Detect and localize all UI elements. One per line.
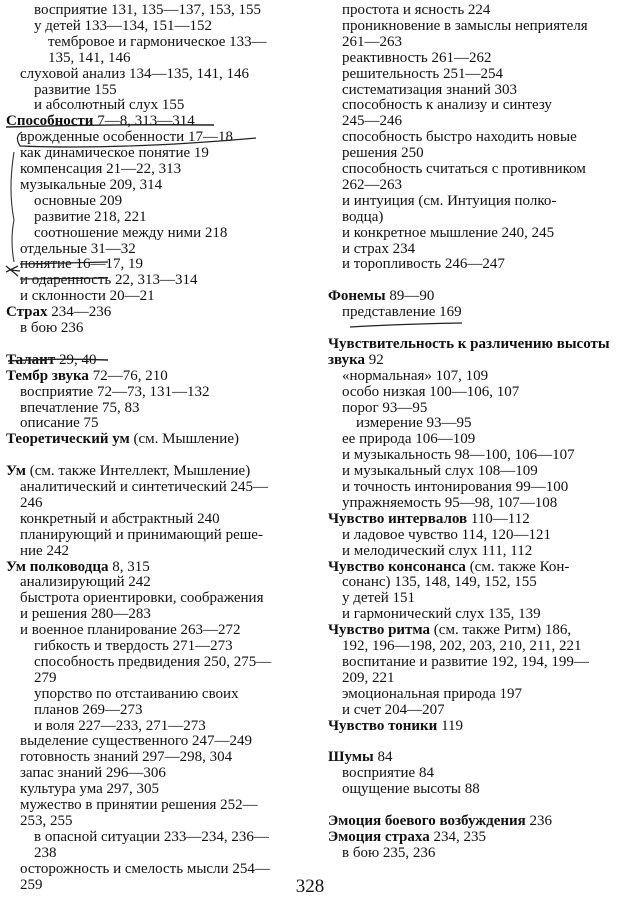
entry-heading: Чувство ритма: [328, 622, 431, 639]
entry-heading: Эмоция боевого возбуждения: [328, 812, 526, 829]
entry-text: ее природа 106—109: [342, 431, 476, 448]
entry-text: понятие 16—17, 19: [20, 256, 143, 273]
entry-text: 7—8, 313—314: [93, 113, 195, 130]
entry-heading: Способности: [6, 113, 94, 130]
index-entry: [48, 34, 267, 51]
index-entry: [342, 2, 490, 19]
entry-text: гибкость и твердость 271—273: [34, 638, 233, 654]
index-heading-entry: [6, 304, 111, 321]
entry-text: в бою 236: [20, 320, 84, 336]
entry-text: 279: [34, 669, 57, 686]
index-entry: [342, 606, 541, 623]
index-entry: [48, 50, 131, 67]
entry-text: 84: [373, 749, 393, 766]
entry-text: слуховой анализ 134—135, 141, 146: [20, 65, 249, 82]
entry-text: соотношение между ними 218: [34, 224, 228, 241]
entry-text: и интуиция (см. Интуиция полко-: [342, 192, 557, 209]
entry-heading: Чувство тоники: [328, 717, 438, 734]
entry-heading: Фонемы: [328, 288, 386, 305]
entry-text: готовность знаний 297—298, 304: [20, 749, 233, 766]
entry-text: в бою 235, 236: [342, 844, 436, 861]
entry-text: и страх 234: [342, 240, 416, 257]
entry-text: ние 242: [20, 542, 69, 559]
entry-text: анализирующий 242: [20, 574, 151, 591]
entry-heading: Шумы: [328, 749, 374, 766]
page-number: 328: [295, 876, 325, 897]
entry-text: представление 169: [342, 304, 462, 321]
entry-text: планирующий и принимающий реше-: [20, 526, 263, 543]
index-entry: [356, 415, 472, 432]
index-heading-entry: [6, 352, 96, 369]
entry-text: 110—112: [467, 510, 530, 527]
entry-text: быстрота ориентировки, соображения: [20, 590, 264, 607]
index-entry: [20, 320, 83, 337]
index-entry: [34, 686, 239, 703]
index-entry: [342, 479, 568, 496]
index-entry: [20, 272, 198, 289]
index-entry: [20, 781, 159, 798]
entry-heading: Ум полководца: [6, 558, 109, 575]
entry-text: 135, 141, 146: [48, 49, 131, 66]
entry-text: и одаренность 22, 313—314: [20, 272, 198, 289]
entry-text: конкретный и абстрактный 240: [20, 510, 220, 527]
index-entry: [20, 749, 232, 766]
entry-text: врожденные особенности 17—18: [20, 129, 233, 146]
index-entry: [34, 638, 233, 655]
index-entry: [342, 574, 537, 591]
entry-text: развитие 218, 221: [34, 208, 147, 225]
entry-text: 234—236: [47, 304, 112, 321]
entry-text: проникновение в замыслы неприятеля: [342, 17, 588, 34]
index-entry: [342, 463, 538, 480]
entry-heading: Чувство интервалов: [328, 510, 468, 527]
entry-text: 209, 221: [342, 669, 395, 686]
index-heading-entry: [328, 352, 384, 369]
index-entry: [34, 2, 261, 19]
entry-text: запас знаний 296—306: [20, 765, 166, 782]
entry-text: водца): [342, 208, 384, 225]
entry-text: упражняемость 95—98, 107—108: [342, 494, 558, 511]
index-entry: [34, 654, 271, 671]
entry-text: и воля 227—233, 271—273: [34, 717, 206, 734]
entry-heading: Тембр звука: [6, 367, 89, 384]
index-heading-entry: [328, 813, 552, 830]
index-heading-entry: [6, 431, 239, 448]
entry-text: воспитание и развитие 192, 194, 199—: [342, 653, 589, 670]
entry-heading: звука: [328, 351, 366, 368]
index-entry: [342, 384, 519, 401]
underline-predstavlenie: [350, 323, 462, 327]
index-heading-entry: [328, 829, 486, 846]
index-entry: [34, 829, 269, 846]
entry-text: 262—263: [342, 176, 402, 193]
index-heading-entry: [6, 559, 150, 576]
arrow-mark-icon: [6, 266, 20, 276]
entry-text: как динамическое понятие 19: [20, 145, 209, 162]
index-entry: [342, 654, 589, 671]
index-entry: [20, 400, 140, 417]
entry-text: мужество в принятии решения 252—: [20, 797, 258, 813]
index-entry: [34, 97, 184, 114]
entry-heading: Чувство консонанса: [328, 558, 466, 575]
entry-text: 236: [525, 812, 553, 829]
index-entry: [342, 34, 402, 51]
index-heading-entry: [6, 368, 168, 385]
index-entry: [20, 288, 155, 305]
index-entry: [20, 622, 240, 639]
index-entry: [342, 193, 556, 210]
index-entry: [20, 241, 136, 258]
entry-text: 72—76, 210: [88, 367, 168, 384]
index-entry: [20, 161, 181, 178]
index-entry: [20, 733, 252, 750]
entry-text: упорство по отстаиванию своих: [34, 685, 239, 702]
index-entry: [20, 813, 73, 830]
index-entry: [34, 193, 122, 210]
index-entry: [342, 177, 402, 194]
entry-text: простота и ясность 224: [342, 2, 491, 18]
index-heading-entry: [328, 511, 530, 528]
entry-heading: Эмоция страха: [328, 828, 430, 845]
entry-text: и абсолютный слух 155: [34, 97, 185, 114]
entry-text: осторожность и смелость мысли 254—: [20, 860, 270, 877]
entry-heading: Теоретический ум: [6, 431, 130, 448]
entry-text: сонанс) 135, 148, 149, 152, 155: [342, 574, 537, 591]
index-entry: [342, 82, 517, 99]
entry-text: 238: [34, 844, 57, 861]
index-entry: [342, 129, 577, 146]
entry-text: способность считаться с противником: [342, 161, 586, 177]
entry-text: «нормальная» 107, 109: [342, 367, 489, 384]
index-entry: [342, 209, 383, 226]
entry-text: восприятие 131, 135—137, 153, 155: [34, 2, 261, 18]
entry-text: способность предвидения 250, 275—: [34, 653, 272, 670]
index-entry: [20, 145, 209, 162]
entry-text: 259: [20, 876, 43, 893]
entry-text: и конкретное мышление 240, 245: [342, 224, 555, 241]
entry-heading: Ум: [6, 463, 26, 480]
entry-text: решения 250: [342, 145, 424, 162]
index-entry: [342, 400, 427, 417]
entry-text: 253, 255: [20, 812, 73, 829]
entry-text: 261—263: [342, 33, 402, 50]
entry-text: у детей 151: [342, 590, 416, 607]
index-heading-entry: [6, 113, 195, 130]
index-entry: [20, 479, 268, 496]
entry-heading: Талант: [6, 351, 56, 368]
index-entry: [342, 686, 522, 703]
entry-text: и решения 280—283: [20, 606, 151, 623]
entry-text: 8, 315: [108, 558, 150, 575]
entry-text: в опасной ситуации 233—234, 236—: [34, 828, 269, 845]
entry-text: решительность 251—254: [342, 65, 503, 82]
index-heading-entry: [328, 559, 569, 576]
entry-text: (см. Мышление): [129, 431, 239, 448]
index-entry: [342, 447, 575, 464]
index-entry: [20, 177, 162, 194]
index-entry: [34, 18, 212, 35]
entry-text: 245—246: [342, 113, 402, 130]
index-entry: [342, 304, 462, 321]
entry-text: эмоциональная природа 197: [342, 685, 522, 702]
index-heading-entry: [328, 718, 463, 735]
entry-text: реактивность 261—262: [342, 49, 492, 66]
index-entry: [342, 161, 586, 178]
index-entry: [342, 50, 491, 67]
entry-heading: Страх: [6, 304, 48, 321]
entry-text: 89—90: [385, 288, 435, 305]
index-entry: [20, 765, 166, 782]
entry-text: выделение существенного 247—249: [20, 733, 253, 750]
index-entry: [20, 797, 258, 814]
index-entry: [20, 129, 233, 146]
entry-text: развитие 155: [34, 81, 117, 98]
entry-text: 234, 235: [429, 828, 486, 845]
entry-text: отдельные 31—32: [20, 240, 136, 257]
index-entry: [342, 527, 551, 544]
index-entry: [20, 574, 151, 591]
index-entry: [34, 209, 147, 226]
index-entry: [20, 543, 69, 560]
index-entry: [342, 368, 488, 385]
entry-text: впечатление 75, 83: [20, 399, 140, 416]
entry-text: 192, 196—198, 202, 203, 210, 211, 221: [342, 638, 582, 654]
index-entry: [342, 145, 424, 162]
index-entry: [34, 225, 227, 242]
entry-text: музыкальные 209, 314: [20, 176, 163, 193]
entry-text: культура ума 297, 305: [20, 781, 160, 798]
entry-text: и гармонический слух 135, 139: [342, 606, 541, 623]
entry-text: ощущение высоты 88: [342, 781, 480, 798]
entry-text: и склонности 20—21: [20, 288, 155, 305]
entry-text: и ладовое чувство 114, 120—121: [342, 526, 552, 543]
index-entry: [20, 415, 99, 432]
entry-text: и торопливость 246—247: [342, 256, 505, 273]
index-entry: [342, 495, 557, 512]
index-heading-entry: [328, 622, 571, 639]
index-entry: [342, 702, 445, 719]
index-entry: [20, 256, 143, 273]
entry-text: способность к анализу и синтезу: [342, 97, 552, 114]
index-entry: [342, 845, 435, 862]
entry-text: основные 209: [34, 192, 123, 209]
entry-text: и мелодический слух 111, 112: [342, 542, 533, 559]
index-entry: [20, 606, 151, 623]
index-entry: [342, 765, 434, 782]
index-entry: [342, 781, 480, 798]
entry-text: 29, 40: [55, 351, 97, 368]
entry-heading: Чувствительность к различению высоты: [328, 335, 610, 352]
index-entry: [34, 845, 57, 862]
index-entry: [342, 66, 503, 83]
index-entry: [34, 670, 57, 687]
entry-text: 92: [365, 351, 384, 368]
entry-text: измерение 93—95: [356, 415, 472, 432]
entry-text: восприятие 84: [342, 765, 434, 782]
entry-text: описание 75: [20, 415, 99, 432]
entry-text: восприятие 72—73, 131—132: [20, 383, 210, 400]
entry-text: тембровое и гармоническое 133—: [48, 33, 267, 50]
entry-text: и военное планирование 263—272: [20, 622, 241, 639]
margin-pencil-stroke: [11, 152, 14, 262]
index-heading-entry: [6, 463, 250, 480]
entry-text: особо низкая 100—106, 107: [342, 383, 520, 400]
entry-text: систематизация знаний 303: [342, 81, 518, 98]
index-heading-entry: [328, 288, 434, 305]
index-entry: [20, 527, 263, 544]
entry-text: у детей 133—134, 151—152: [34, 17, 213, 34]
index-entry: [342, 241, 415, 258]
index-entry: [342, 113, 402, 130]
entry-text: способность быстро находить новые: [342, 129, 577, 146]
entry-text: (см. также Кон-: [465, 558, 570, 575]
entry-text: и музыкальность 98—100, 106—107: [342, 447, 575, 464]
entry-text: и музыкальный слух 108—109: [342, 463, 538, 480]
index-entry: [20, 511, 220, 528]
entry-text: и счет 204—207: [342, 701, 445, 718]
index-entry: [342, 590, 415, 607]
index-entry: [20, 66, 249, 83]
index-entry: [34, 718, 206, 735]
index-entry: [342, 256, 505, 273]
index-entry: [342, 431, 475, 448]
index-entry: [20, 590, 263, 607]
entry-text: (см. также Ритм) 186,: [430, 622, 572, 639]
entry-text: 119: [437, 717, 464, 734]
entry-text: (см. также Интеллект, Мышление): [26, 463, 251, 480]
index-heading-entry: [328, 749, 392, 766]
index-entry: [342, 543, 532, 560]
index-entry: [342, 18, 588, 35]
index-entry: [34, 82, 117, 99]
entry-text: компенсация 21—22, 313: [20, 161, 182, 177]
entry-text: и точность интонирования 99—100: [342, 479, 569, 495]
entry-text: порог 93—95: [342, 399, 428, 416]
entry-text: 246: [20, 494, 43, 511]
index-entry: [342, 638, 581, 655]
index-entry: [20, 495, 43, 512]
index-heading-entry: [328, 336, 610, 353]
entry-text: аналитический и синтетический 245—: [20, 479, 269, 495]
index-entry: [20, 384, 209, 401]
index-entry: [342, 97, 552, 114]
index-entry: [342, 670, 395, 687]
index-entry: [34, 702, 143, 719]
entry-text: планов 269—273: [34, 701, 143, 718]
index-entry: [342, 225, 554, 242]
